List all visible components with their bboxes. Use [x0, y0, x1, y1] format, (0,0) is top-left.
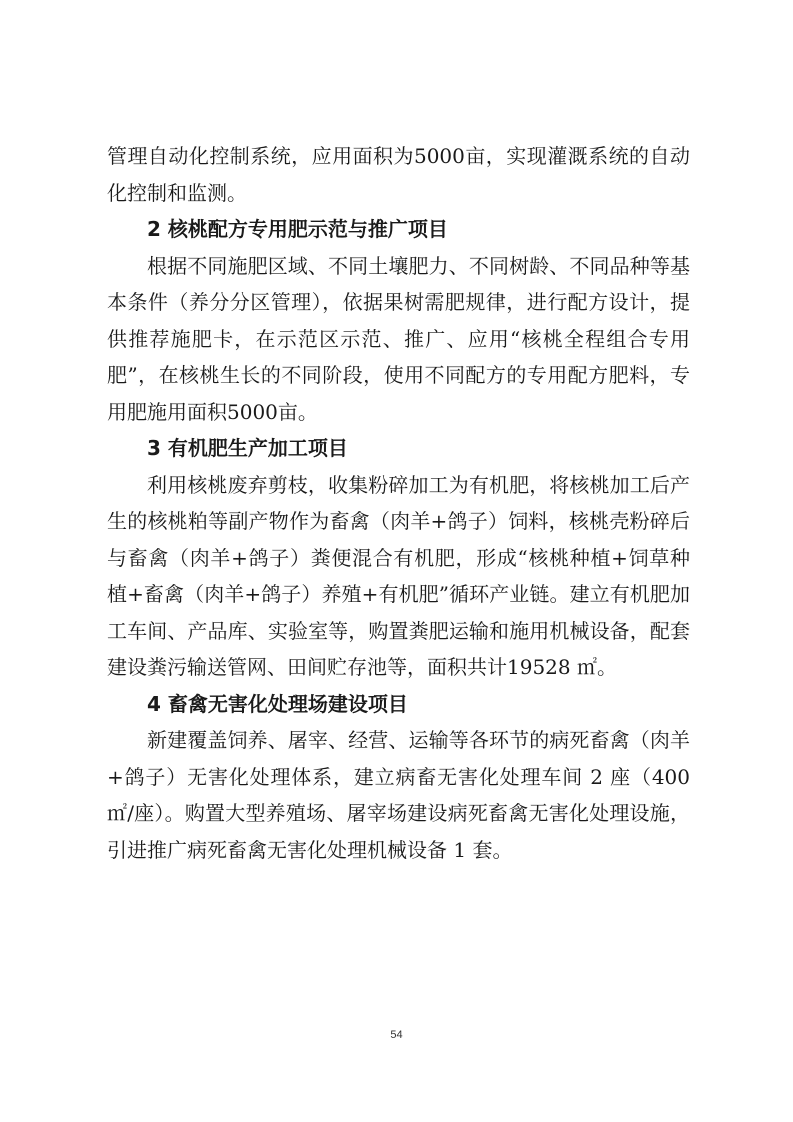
- section-heading-2: 2 核桃配方专用肥示范与推广项目: [147, 217, 448, 241]
- section-heading-4: 4 畜禽无害化处理场建设项目: [147, 691, 408, 716]
- section-paragraph-4: 新建覆盖饲养、屠宰、经营、运输等各环节的病死畜禽（肉羊+鸽子）无害化处理体系，建立病畜无害化处理车间 2 座（400㎡/座）。购置大型养殖场、屠宰场建设病死畜禽无害化处理设施，引进推广病死畜禽无害化处理机械设备 1 套。: [107, 728, 690, 862]
- paragraph-continued: 管理自动化控制系统，应用面积为5000亩，实现灌溉系统的自动化控制和监测。: [107, 144, 690, 205]
- section-paragraph-2: 根据不同施肥区域、不同土壤肥力、不同树龄、不同品种等基本条件（养分分区管理），依据果树需肥规律，进行配方设计，提供推荐施肥卡，在示范区示范、推广、应用“核桃全程组合专用肥”，在核桃生长的不同阶段，使用不同配方的专用配方肥料，专用肥施用面积5000亩。: [107, 253, 690, 424]
- page-content: [107, 138, 690, 868]
- section-paragraph-3: 利用核桃废弃剪枝，收集粉碎加工为有机肥，将核桃加工后产生的核桃粕等副产物作为畜禽（肉羊+鸽子）饲料，核桃壳粉碎后与畜禽（肉羊+鸽子）粪便混合有机肥，形成“核桃种植+饲草种植+畜禽（肉羊+鸽子）养殖+有机肥”循环产业链。建立有机肥加工车间、产品库、实验室等，购置粪肥运输和施用机械设备，配套建设粪污输送管网、田间贮存池等，面积共计19528 ㎡。: [107, 472, 690, 679]
- section-heading-3: 3 有机肥生产加工项目: [147, 436, 348, 460]
- page-number: 54: [390, 1029, 403, 1041]
